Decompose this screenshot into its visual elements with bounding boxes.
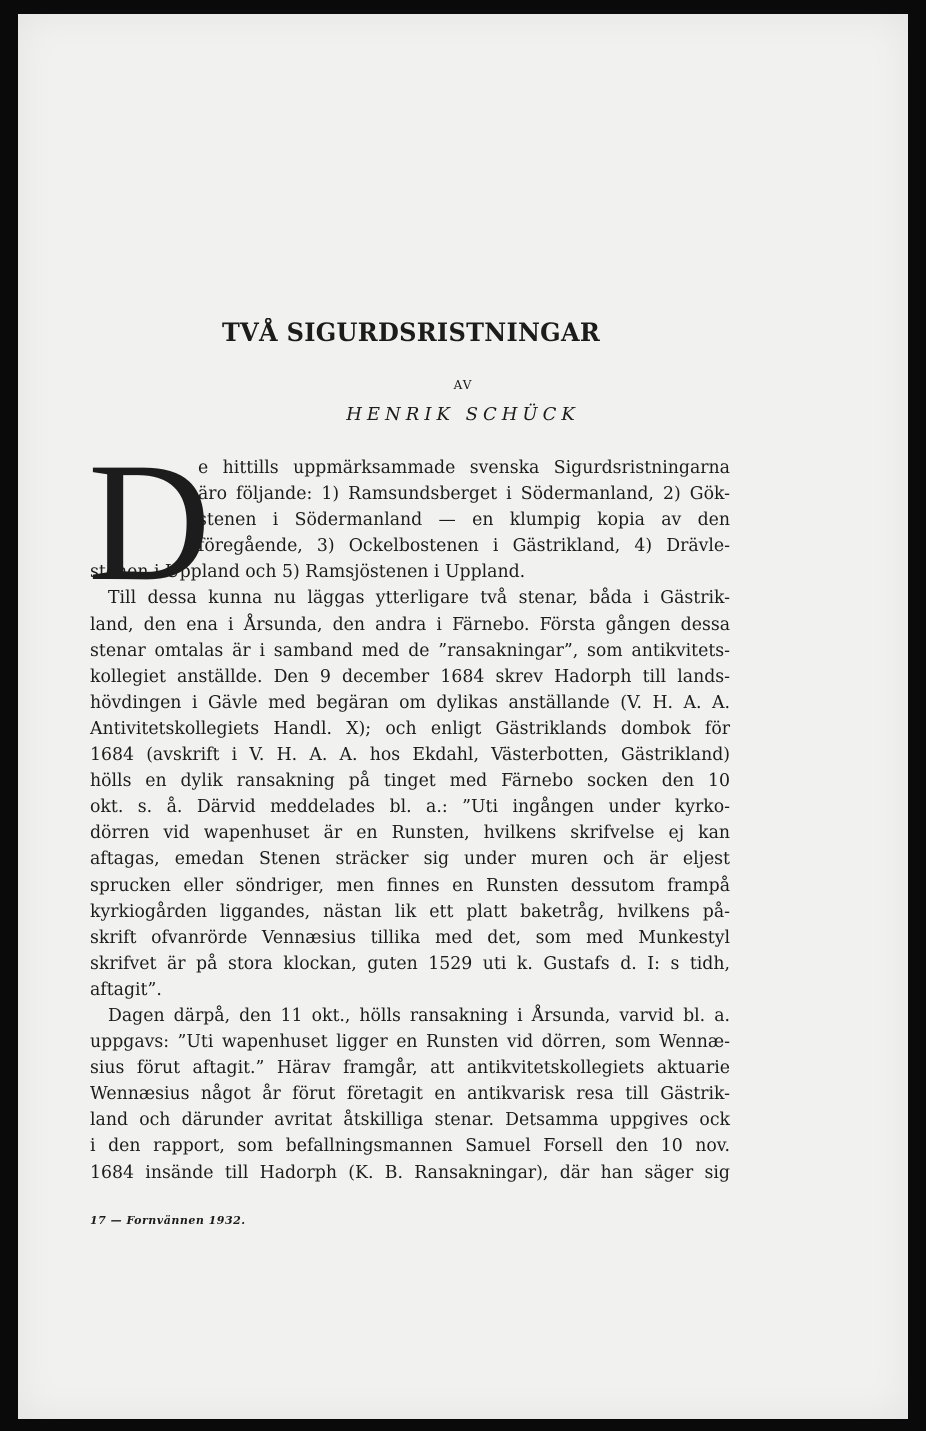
text-line: äro följande: 1) Ramsundsberget i Södermanland, 2) Gök- <box>198 484 730 505</box>
text-line: 1684 insände till Hadorph (K. B. Ransakningar), där han säger sig <box>90 1162 730 1183</box>
text-line: aftagit”. <box>90 979 162 1000</box>
text-line: sprucken eller söndriger, men finnes en Runsten dessutom frampå <box>90 875 730 896</box>
text-line: land och därunder avritat åtskilliga stenar. Detsamma uppgives ock <box>90 1110 730 1131</box>
text-line: dörren vid wapenhuset är en Runsten, hvilkens skrifvelse ej kan <box>90 823 730 844</box>
text-line: Dagen därpå, den 11 okt., hölls ransakning i Årsunda, varvid bl. a. <box>108 1005 730 1026</box>
text-line: aftagas, emedan Stenen sträcker sig under muren och är eljest <box>90 849 730 870</box>
text-line: okt. s. å. Därvid meddelades bl. a.: ”Uti ingången under kyrko- <box>90 797 730 818</box>
text-line: uppgavs: ”Uti wapenhuset ligger en Runsten vid dörren, som Wennæ- <box>90 1032 730 1053</box>
drop-cap: D <box>88 428 211 616</box>
text-line: skrift ofvanrörde Vennæsius tillika med det, som med Munkestyl <box>90 927 730 948</box>
text-line: stenar omtalas är i samband med de ”ransakningar”, som antikvitets- <box>90 640 730 661</box>
text-line: land, den ena i Årsunda, den andra i Färnebo. Första gången dessa <box>90 614 730 635</box>
text-line: 1684 (avskrift i V. H. A. A. hos Ekdahl, Västerbotten, Gästrikland) <box>90 745 730 766</box>
article-title: TVÅ SIGURDSRISTNINGAR <box>222 318 601 347</box>
author-name: HENRIK SCHÜCK <box>346 404 580 425</box>
text-line: föregående, 3) Ockelbostenen i Gästrikland, 4) Drävle- <box>198 536 730 557</box>
text-line: skrifvet är på stora klockan, guten 1529 uti k. Gustafs d. I: s tidh, <box>90 953 730 974</box>
text-line: Antivitetskollegiets Handl. X); och enligt Gästriklands dombok för <box>90 718 730 739</box>
text-line: e hittills uppmärksammade svenska Sigurdsristningarna <box>198 458 730 478</box>
text-line: kyrkiogården liggandes, nästan lik ett platt baketråg, hvilkens på- <box>90 901 730 922</box>
text-line: sius förut aftagit.” Härav framgår, att antikvitetskollegiets aktuarie <box>90 1058 730 1079</box>
page-footer: 17 — Fornvännen 1932. <box>90 1214 246 1227</box>
text-line: kollegiet anställde. Den 9 december 1684 skrev Hadorph till lands- <box>90 666 730 687</box>
text-line: stenen i Södermanland — en klumpig kopia av den <box>198 510 730 531</box>
body-text <box>90 455 730 1186</box>
byline-av: AV <box>453 378 473 392</box>
text-line: hölls en dylik ransakning på tinget med Färnebo socken den 10 <box>90 771 730 792</box>
text-line: i den rapport, som befallningsmannen Samuel Forsell den 10 nov. <box>90 1136 730 1157</box>
text-line: Till dessa kunna nu läggas ytterligare två stenar, båda i Gästrik- <box>108 588 730 609</box>
text-line: Wennæsius något år förut företagit en antikvarisk resa till Gästrik- <box>90 1084 730 1105</box>
text-line: hövdingen i Gävle med begäran om dylikas anställande (V. H. A. A. <box>90 692 730 713</box>
text-line: stenen i Uppland och 5) Ramsjöstenen i Uppland. <box>90 562 526 583</box>
